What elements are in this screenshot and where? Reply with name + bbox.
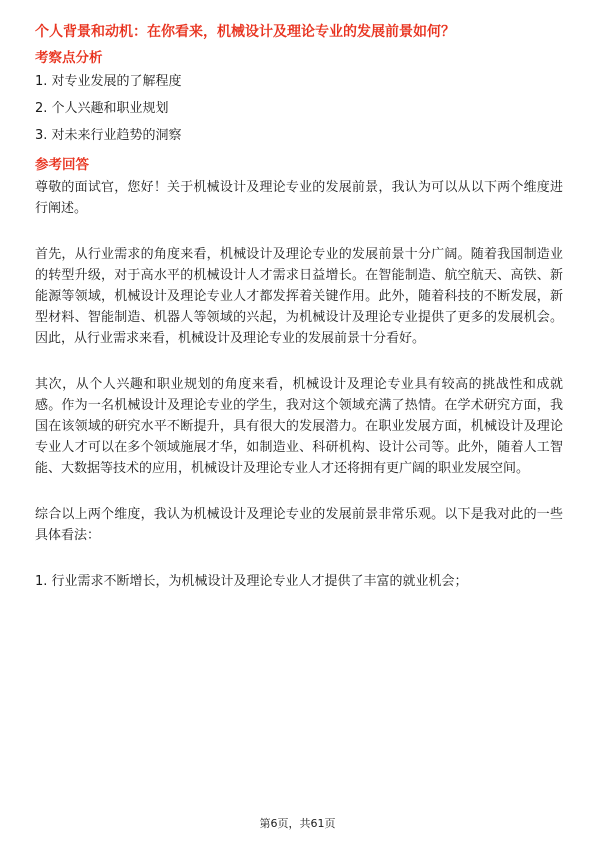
answer-paragraph: 其次，从个人兴趣和职业规划的角度来看，机械设计及理论专业具有较高的挑战性和成就感。作为一名机械设计及理论专业的学生，我对这个领域充满了热情。在学术研究方面，我国在该领域的研究水平不断提升，具有很大的发展潜力。在职业发展方面，机械设计及理论专业人才可以在多个领域施展才华，如制造业、科研机构、设计公司等。此外，随着人工智能、大数据等技术的应用，机械设计及理论专业人才还将拥有更广阔的职业发展空间。 — [35, 377, 563, 476]
page-number-footer: 第6页，共61页 — [259, 817, 336, 830]
analysis-point: 2. 个人兴趣和职业规划 — [35, 101, 169, 116]
answer-heading: 参考回答 — [35, 157, 89, 173]
question-heading: 个人背景和动机：在你看来，机械设计及理论专业的发展前景如何？ — [35, 24, 455, 40]
document-page — [35, 22, 563, 617]
answer-body — [35, 177, 563, 592]
analysis-point-list — [35, 68, 563, 149]
answer-paragraph: 尊敬的面试官，您好！关于机械设计及理论专业的发展前景，我认为可以从以下两个维度进行阐述。 — [35, 180, 563, 216]
answer-paragraph: 综合以上两个维度，我认为机械设计及理论专业的发展前景非常乐观。以下是我对此的一些具体看法： — [35, 507, 563, 543]
answer-paragraph: 首先，从行业需求的角度来看，机械设计及理论专业的发展前景十分广阔。随着我国制造业的转型升级，对于高水平的机械设计人才需求日益增长。在智能制造、航空航天、高铁、新能源等领域，机械设计及理论专业人才都发挥着关键作用。此外，随着科技的不断发展，新型材料、智能制造、机器人等领域的兴起，为机械设计及理论专业提供了更多的发展机会。因此，从行业需求来看，机械设计及理论专业的发展前景十分看好。 — [35, 247, 563, 346]
answer-paragraph: 1. 行业需求不断增长，为机械设计及理论专业人才提供了丰富的就业机会； — [35, 574, 468, 589]
analysis-point: 1. 对专业发展的了解程度 — [35, 74, 182, 89]
analysis-point: 3. 对未来行业趋势的洞察 — [35, 128, 182, 143]
analysis-heading: 考察点分析 — [35, 50, 103, 66]
